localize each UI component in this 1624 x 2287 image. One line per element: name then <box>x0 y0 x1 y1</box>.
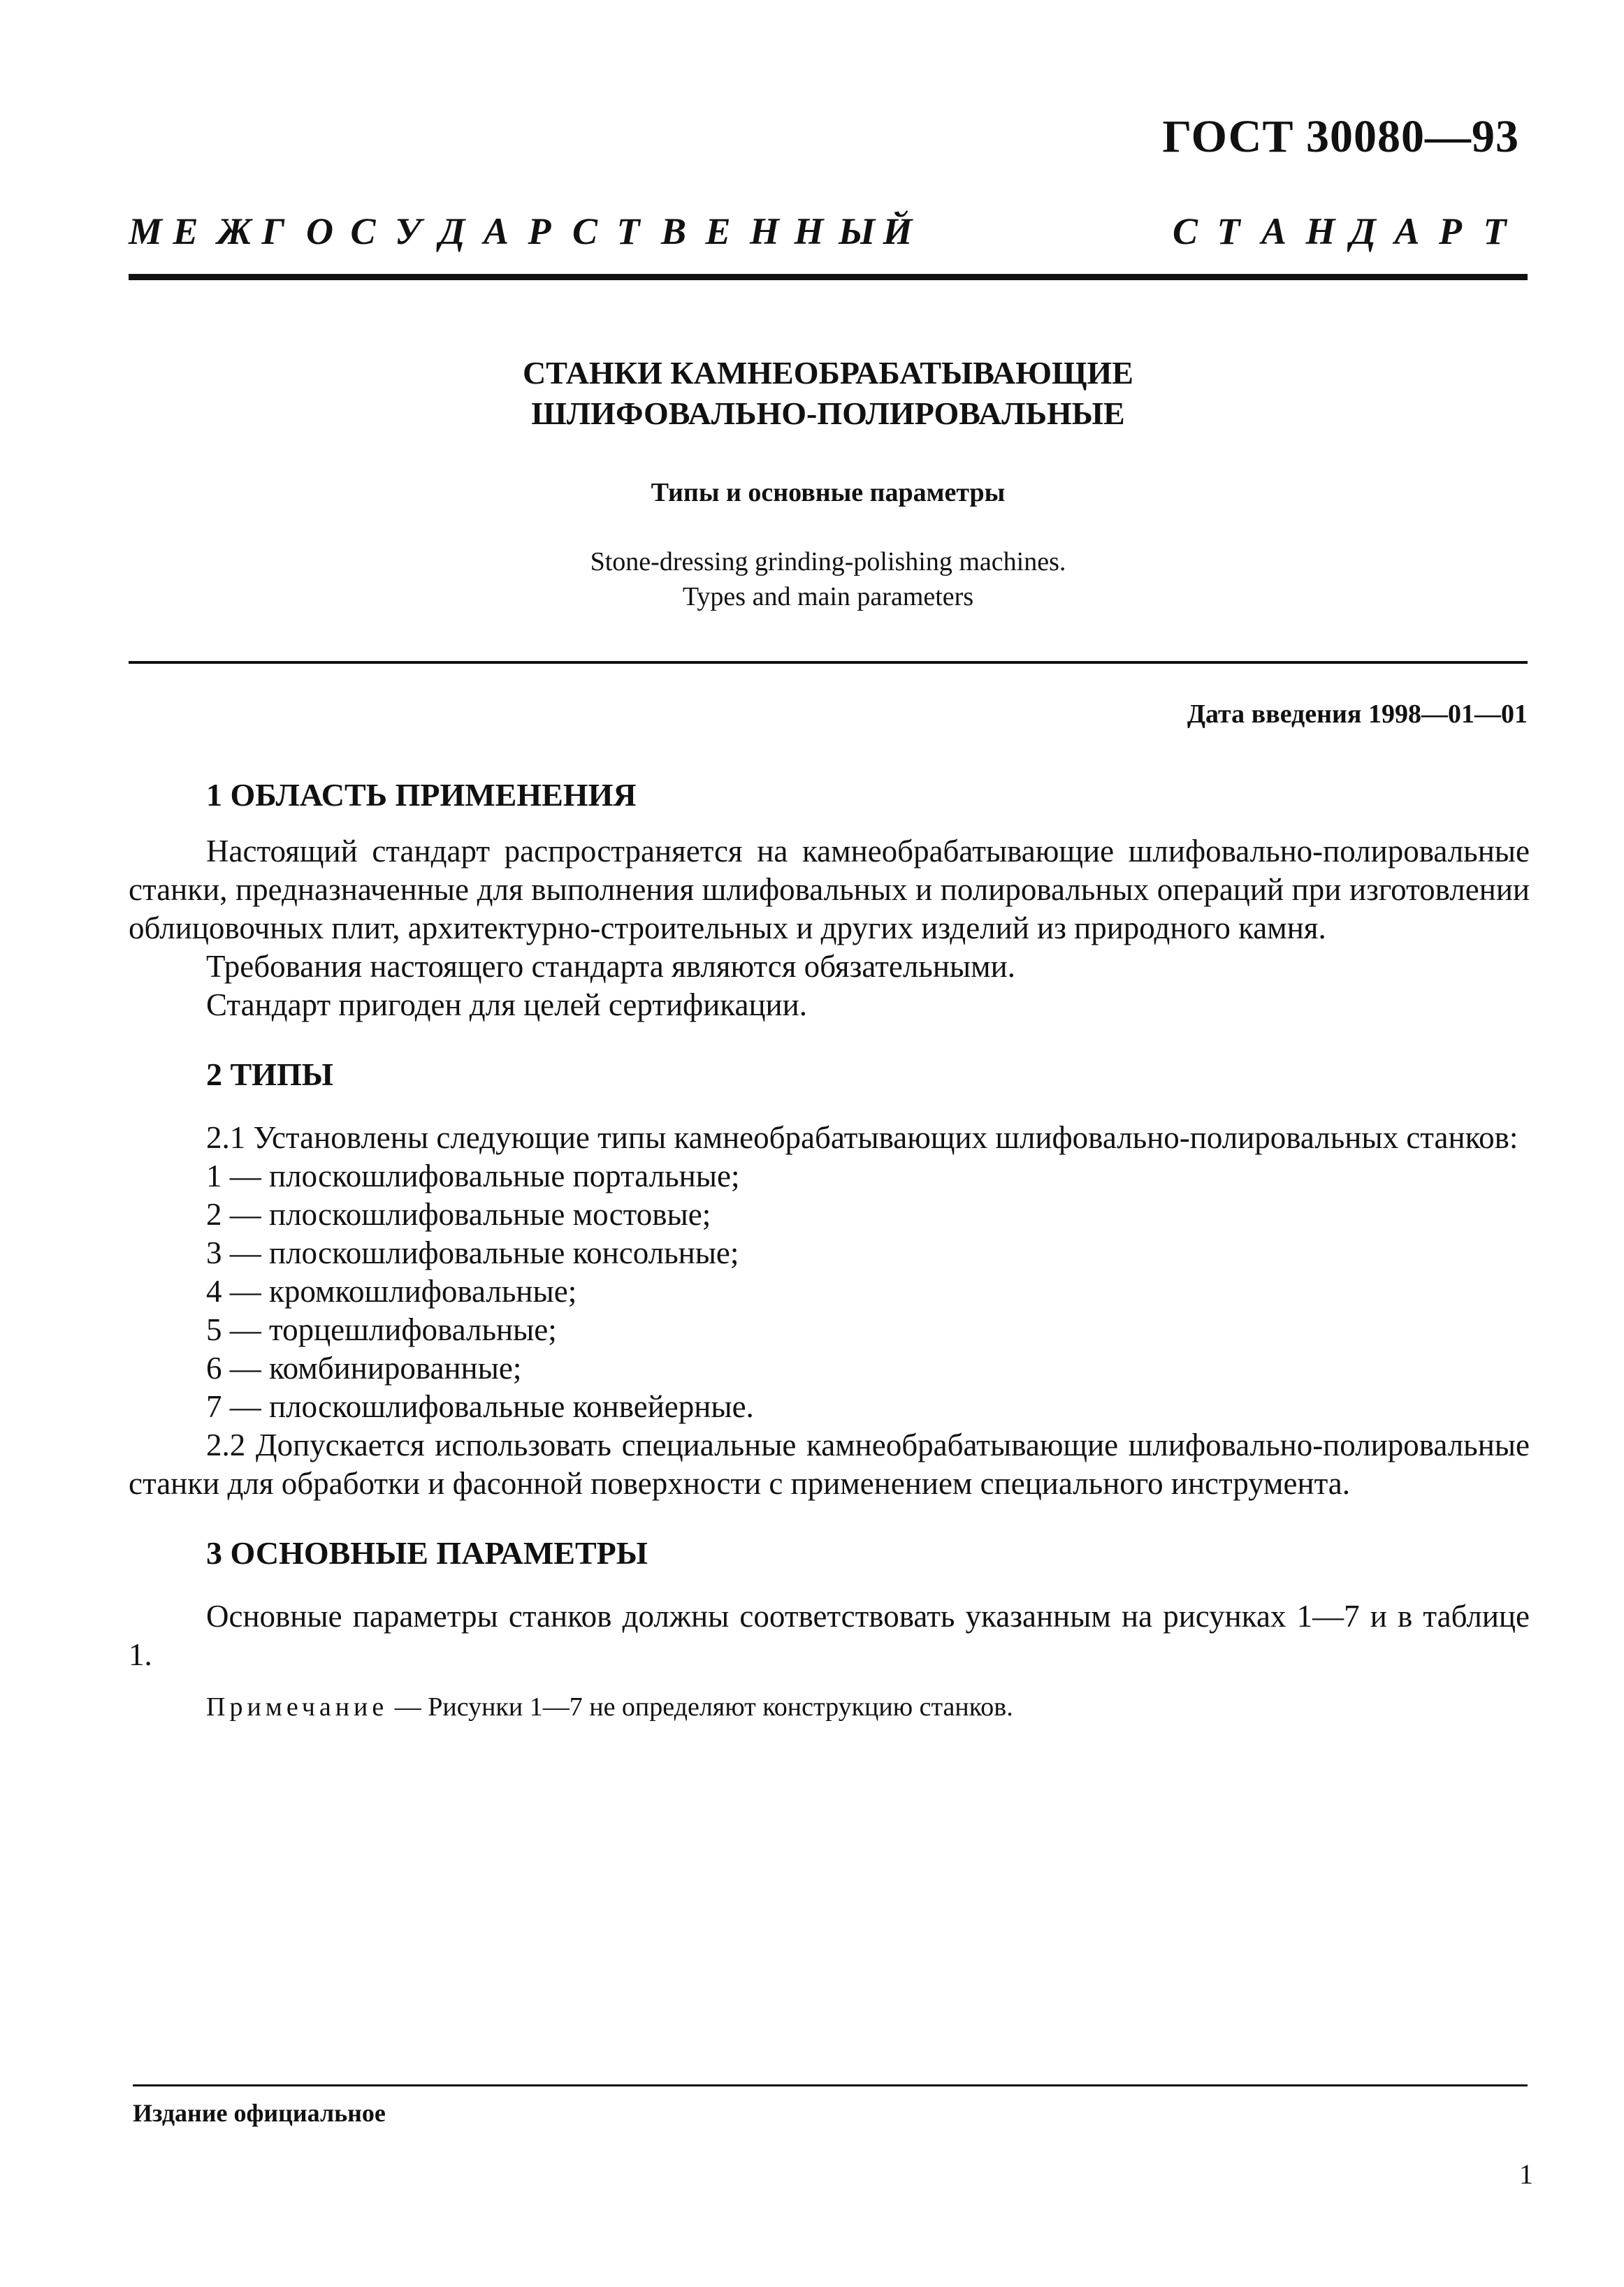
section-1-paragraph-1: Настоящий стандарт распространяется на камнеобрабатывающие шлифовально-полировальные станки, предназначенные для выполнения шлифовальных и полировальных операций при изготовлении облицовочных плит, архитектурно-строительных и других изделий из природного камня. <box>129 834 1530 945</box>
title-line-2: ШЛИФОВАЛЬНО-ПОЛИРОВАЛЬНЫЕ <box>531 395 1125 431</box>
section-2-paragraph-1: 2.1 Установлены следующие типы камнеобрабатывающих шлифовально-полировальных станков: <box>206 1120 1518 1155</box>
section-3-title: 3 ОСНОВНЫЕ ПАРАМЕТРЫ <box>206 1535 648 1571</box>
footer-rule <box>133 2084 1528 2086</box>
title-line-1: СТАНКИ КАМНЕОБРАБАТЫВАЮЩИЕ <box>523 355 1133 391</box>
english-title-line-2: Types and main parameters <box>682 582 974 611</box>
note-text: — Рисунки 1—7 не определяют конструкцию станков. <box>388 1692 1013 1722</box>
type-list-item: 4 — кромкошлифовальные; <box>206 1274 577 1309</box>
type-list-item: 2 — плоскошлифовальные мостовые; <box>206 1197 711 1232</box>
type-list-item: 6 — комбинированные; <box>206 1351 522 1386</box>
standard-type-band <box>129 210 1528 253</box>
section-1-paragraph-3: Стандарт пригоден для целей сертификации. <box>206 987 807 1022</box>
note <box>129 1688 1530 1727</box>
document-number: ГОСТ 30080—93 <box>1162 111 1519 162</box>
introduction-date: Дата введения 1998—01—01 <box>1187 699 1528 729</box>
title-rule <box>129 661 1528 664</box>
page-number: 1 <box>1519 2158 1533 2190</box>
section-1-title: 1 ОБЛАСТЬ ПРИМЕНЕНИЯ <box>206 777 637 813</box>
type-list-item: 3 — плоскошлифовальные консольные; <box>206 1235 739 1270</box>
section-2-title: 2 ТИПЫ <box>206 1057 333 1092</box>
document-body <box>129 776 1530 1727</box>
english-title-line-1: Stone-dressing grinding-polishing machines. <box>590 547 1066 576</box>
subtitle: Типы и основные параметры <box>651 478 1006 507</box>
header-rule <box>129 274 1528 280</box>
band-word-standard: С Т А Н Д А Р Т <box>1173 210 1507 252</box>
section-1-paragraph-2: Требования настоящего стандарта являются обязательными. <box>206 949 1015 984</box>
title-block <box>129 353 1528 614</box>
band-word-interstate: М Е Ж Г О С У Д А Р С Т В Е Н Н Ы Й <box>129 210 913 252</box>
section-2-paragraph-2: 2.2 Допускается использовать специальные камнеобрабатывающие шлифовально-полировальные станки для обработки и фасонной поверхности с применением специального инструмента. <box>129 1428 1530 1501</box>
type-list-item: 1 — плоскошлифовальные портальные; <box>206 1159 740 1193</box>
section-3-paragraph-1: Основные параметры станков должны соответствовать указанным на рисунках 1—7 и в таблице 1. <box>129 1599 1530 1672</box>
english-title <box>129 544 1528 614</box>
type-list-item: 7 — плоскошлифовальные конвейерные. <box>206 1389 754 1424</box>
type-list-item: 5 — торцешлифовальные; <box>206 1312 557 1347</box>
edition-label: Издание официальное <box>133 2099 386 2127</box>
note-label: Примечание <box>206 1692 389 1722</box>
